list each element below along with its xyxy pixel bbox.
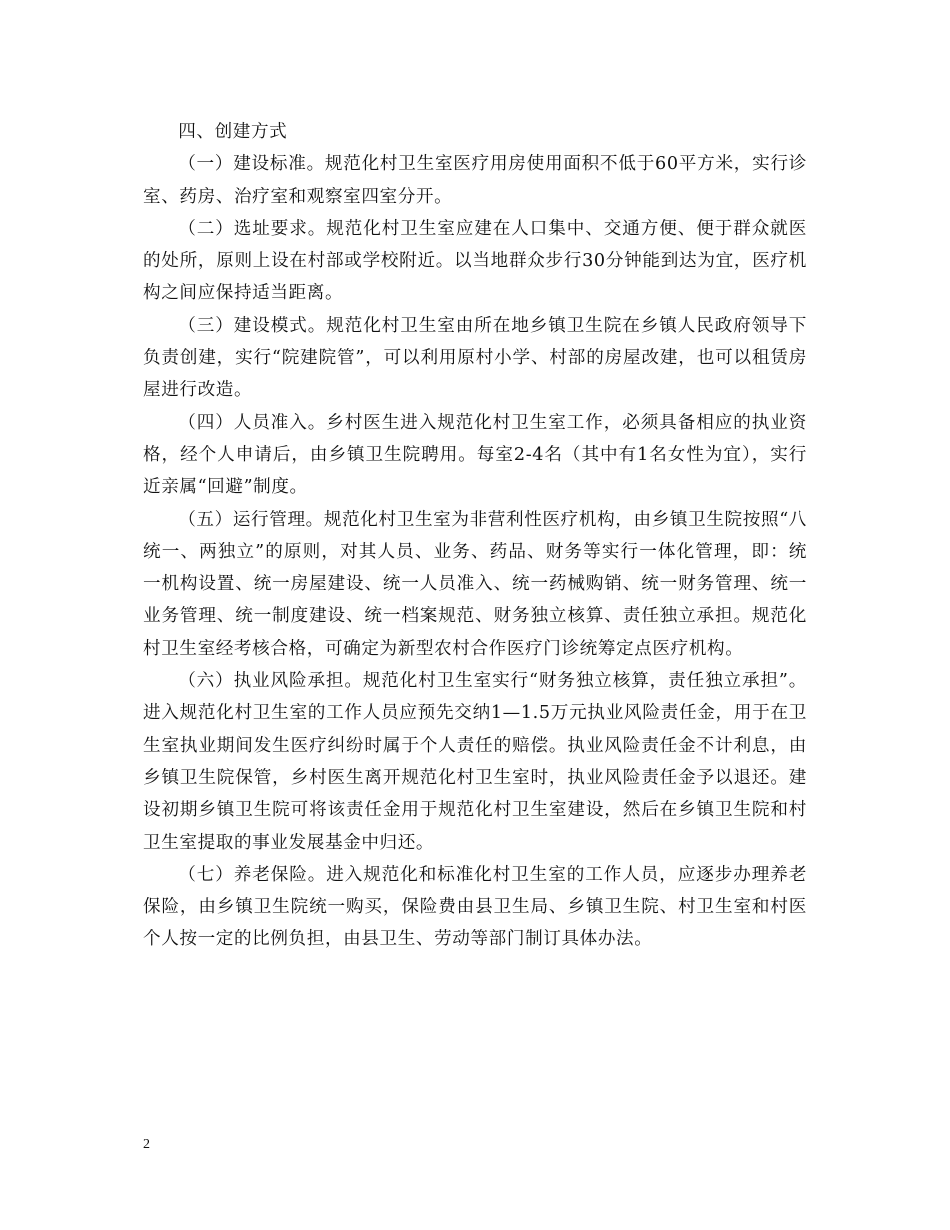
paragraph-operation-management: （五）运行管理。规范化村卫生室为非营利性医疗机构，由乡镇卫生院按照“八统一、两独立”的原则，对其人员、业务、药品、财务等实行一体化管理，即：统一机构设置、统一房屋建设、统一人员准入、统一药械购销、统一财务管理、统一业务管理、统一制度建设、统一档案规范、财务独立核算、责任独立承担。规范化村卫生室经考核合格，可确定为新型农村合作医疗门诊统筹定点医疗机构。 — [143, 509, 807, 659]
paragraph-pension-insurance: （七）养老保险。进入规范化和标准化村卫生室的工作人员，应逐步办理养老保险，由乡镇卫生院统一购买，保险费由县卫生局、乡镇卫生院、村卫生室和村医个人按一定的比例负担，由县卫生、劳动等部门制订具体办法。 — [143, 864, 807, 950]
paragraph-personnel-access: （四）人员准入。乡村医生进入规范化村卫生室工作，必须具备相应的执业资格，经个人申请后，由乡镇卫生院聘用。每室2-4名（其中有1名女性为宜），实行近亲属“回避”制度。 — [143, 412, 807, 498]
page-number: 2 — [143, 1137, 150, 1152]
paragraph-site-requirements: （二）选址要求。规范化村卫生室应建在人口集中、交通方便、便于群众就医的处所，原则上设在村部或学校附近。以当地群众步行30分钟能到达为宜，医疗机构之间应保持适当距离。 — [143, 218, 807, 304]
section-heading: 四、创建方式 — [178, 122, 288, 142]
document-body — [143, 116, 807, 956]
paragraph-construction-standard: （一）建设标准。规范化村卫生室医疗用房使用面积不低于60平方米，实行诊室、药房、治疗室和观察室四室分开。 — [143, 154, 807, 207]
paragraph-practice-risk: （六）执业风险承担。规范化村卫生室实行“财务独立核算，责任独立承担”。进入规范化村卫生室的工作人员应预先交纳1—1.5万元执业风险责任金，用于在卫生室执业期间发生医疗纠纷时属于个人责任的赔偿。执业风险责任金不计利息，由乡镇卫生院保管，乡村医生离开规范化村卫生室时，执业风险责任金予以退还。建设初期乡镇卫生院可将该责任金用于规范化村卫生室建设，然后在乡镇卫生院和村卫生室提取的事业发展基金中归还。 — [143, 671, 807, 853]
paragraph-construction-mode: （三）建设模式。规范化村卫生室由所在地乡镇卫生院在乡镇人民政府领导下负责创建，实行“院建院管”，可以利用原村小学、村部的房屋改建，也可以租赁房屋进行改造。 — [143, 315, 807, 401]
